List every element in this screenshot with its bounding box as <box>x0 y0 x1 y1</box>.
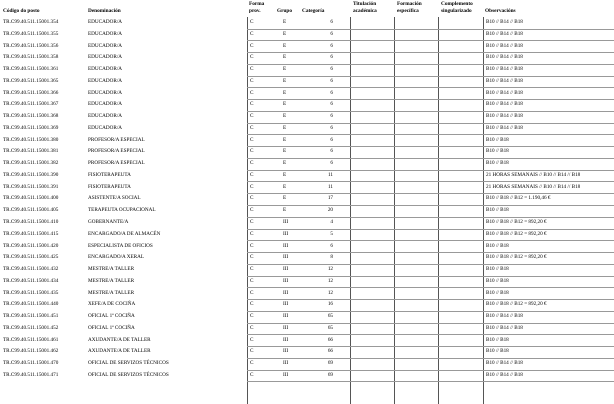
cell-grupo: E <box>283 54 287 61</box>
cell-forma: C <box>250 313 254 320</box>
table-row <box>0 193 614 205</box>
cell-forma: C <box>250 19 254 25</box>
table-row <box>0 370 614 382</box>
cell-denominacion: AXUDANTE/A DE TALLER <box>88 336 151 343</box>
cell-forma: C <box>250 42 254 49</box>
cell-forma: C <box>250 348 254 355</box>
table-row <box>0 323 614 335</box>
cell-denominacion: EDUCADOR/A <box>88 30 123 37</box>
cell-forma: C <box>250 124 254 131</box>
cell-denominacion: EDUCADOR/A <box>88 77 123 84</box>
cell-codigo: TR.C99.40.511.15001.470 <box>3 360 59 367</box>
cell-denominacion: MESTRE/A TALLER <box>88 277 135 284</box>
cell-grupo: III <box>283 301 289 308</box>
cell-observacions: B10 // B14 // B18 <box>486 360 523 367</box>
cell-denominacion: EDUCADOR/A <box>88 113 123 120</box>
header-forma-line2: prov. <box>249 8 261 14</box>
cell-denominacion: FISIOTERAPEUTA <box>88 171 131 178</box>
cell-grupo: III <box>283 289 289 296</box>
table-row <box>0 229 614 241</box>
cell-categoria: 16 <box>327 301 333 308</box>
cell-codigo: TR.C99.40.511.15001.381 <box>3 148 59 155</box>
cell-codigo: TR.C99.40.511.15001.410 <box>3 219 59 226</box>
cell-forma: C <box>250 113 254 120</box>
cell-grupo: III <box>283 266 289 273</box>
header-denominacion: Denominación <box>88 8 121 14</box>
cell-denominacion: EDUCADOR/A <box>88 54 123 61</box>
cell-grupo: III <box>283 277 289 284</box>
cell-codigo: TR.C99.40.511.15001.355 <box>3 30 59 37</box>
cell-forma: C <box>250 207 254 214</box>
cell-denominacion: EDUCADOR/A <box>88 124 123 131</box>
cell-codigo: TR.C99.40.511.15001.369 <box>3 124 59 131</box>
cell-denominacion: EDUCADOR/A <box>88 66 123 73</box>
cell-forma: C <box>250 77 254 84</box>
cell-observacions: B10 // B14 // B18 <box>486 77 523 84</box>
cell-categoria: 6 <box>330 160 333 167</box>
cell-codigo: TR.C99.40.511.15001.366 <box>3 89 59 96</box>
header-complemento-line1: Complemento <box>441 1 473 7</box>
table-row <box>0 158 614 170</box>
cell-categoria: 6 <box>330 66 333 73</box>
cell-forma: C <box>250 242 254 249</box>
cell-categoria: 6 <box>330 42 333 49</box>
cell-forma: C <box>250 136 254 143</box>
cell-grupo: III <box>283 219 289 226</box>
table-row <box>0 146 614 158</box>
cell-categoria: 8 <box>330 254 333 261</box>
cell-codigo: TR.C99.40.511.15001.365 <box>3 77 59 84</box>
cell-codigo: TR.C99.40.511.15001.435 <box>3 289 59 296</box>
cell-categoria: 12 <box>327 277 333 284</box>
cell-codigo: TR.C99.40.511.15001.361 <box>3 66 59 73</box>
cell-categoria: 11 <box>328 171 333 178</box>
cell-categoria: 6 <box>330 124 333 131</box>
cell-observacions: B10 // B18 // B12 = 892,20 € <box>486 230 547 237</box>
cell-categoria: 17 <box>327 195 333 202</box>
cell-grupo: III <box>283 371 289 378</box>
cell-codigo: TR.C99.40.511.15001.461 <box>3 336 59 343</box>
cell-codigo: TR.C99.40.511.15001.391 <box>3 183 59 190</box>
cell-observacions: B10 // B14 // B18 <box>486 324 523 331</box>
cell-grupo: E <box>283 124 287 131</box>
cell-forma: C <box>250 89 254 96</box>
cell-denominacion: ESPECIALISTA DE OFICIOS <box>88 242 153 249</box>
cell-forma: C <box>250 289 254 296</box>
cell-categoria: 6 <box>330 30 333 37</box>
table-body <box>0 17 614 382</box>
table-row <box>0 205 614 217</box>
cell-grupo: E <box>283 207 287 214</box>
cell-codigo: TR.C99.40.511.15001.471 <box>3 371 59 378</box>
table-row <box>0 311 614 323</box>
cell-grupo: III <box>283 254 289 261</box>
cell-categoria: 6 <box>330 113 333 120</box>
cell-grupo: III <box>283 242 289 249</box>
cell-forma: C <box>250 277 254 284</box>
cell-forma: C <box>250 183 254 190</box>
cell-categoria: 6 <box>330 77 333 84</box>
cell-forma: C <box>250 171 254 178</box>
cell-codigo: TR.C99.40.511.15001.432 <box>3 266 59 273</box>
cell-observacions: B10 // B14 // B18 <box>486 101 523 108</box>
cell-denominacion: XEFE/A DE COCIÑA <box>88 301 136 308</box>
cell-denominacion: PROFESOR/A ESPECIAL <box>88 148 145 155</box>
cell-codigo: TR.C99.40.511.15001.405 <box>3 207 59 214</box>
table-row <box>0 241 614 253</box>
cell-grupo: E <box>283 183 287 190</box>
cell-codigo: TR.C99.40.511.15001.452 <box>3 324 59 331</box>
cell-grupo: E <box>283 30 287 37</box>
table-row <box>0 76 614 88</box>
cell-grupo: III <box>283 348 289 355</box>
cell-observacions: B10 // B18 // B12 = 892,20 € <box>486 254 547 261</box>
cell-codigo: TR.C99.40.511.15001.356 <box>3 42 59 49</box>
cell-observacions: B10 // B18 // B12 = 892,20 € <box>486 301 547 308</box>
cell-denominacion: TERAPEUTA OCUPACIONAL <box>88 207 156 214</box>
cell-categoria: 6 <box>330 101 333 108</box>
cell-observacions: B10 // B14 // B18 <box>486 313 523 320</box>
cell-codigo: TR.C99.40.511.15001.367 <box>3 101 59 108</box>
cell-grupo: E <box>283 77 287 84</box>
cell-codigo: TR.C99.40.511.15001.420 <box>3 242 59 249</box>
row-rule <box>247 381 614 382</box>
cell-forma: C <box>250 254 254 261</box>
header-titulacion-line1: Titulación <box>353 1 377 7</box>
cell-grupo: III <box>283 230 289 237</box>
cell-observacions: B10 // B18 <box>486 242 509 249</box>
cell-forma: C <box>250 230 254 237</box>
cell-denominacion: MESTRE/A TALLER <box>88 289 135 296</box>
cell-grupo: E <box>283 136 287 143</box>
table-row <box>0 346 614 358</box>
cell-grupo: E <box>283 101 287 108</box>
cell-observacions: 21 HORAS SEMANAIS // B10 // B14 // B18 <box>486 183 581 190</box>
cell-grupo: E <box>283 42 287 49</box>
cell-grupo: E <box>283 171 287 178</box>
header-codigo: Código do posto <box>3 8 40 14</box>
header-titulacion-line2: académica <box>353 8 377 14</box>
cell-observacions: B10 // B18 // B12 = 1.190,46 € <box>486 195 551 202</box>
table-row <box>0 276 614 288</box>
cell-observacions: B10 // B14 // B18 <box>486 54 523 61</box>
cell-categoria: 6 <box>330 242 333 249</box>
cell-forma: C <box>250 30 254 37</box>
cell-grupo: III <box>283 324 289 331</box>
cell-categoria: 66 <box>327 336 333 343</box>
cell-codigo: TR.C99.40.511.15001.440 <box>3 301 59 308</box>
cell-forma: C <box>250 336 254 343</box>
cell-codigo: TR.C99.40.511.15001.415 <box>3 230 59 237</box>
cell-categoria: 4 <box>330 219 333 226</box>
header-observacions: Observacións <box>485 8 516 14</box>
table-row <box>0 123 614 135</box>
cell-denominacion: MESTRE/A TALLER <box>88 266 135 273</box>
table-header <box>0 0 614 17</box>
cell-categoria: 12 <box>327 289 333 296</box>
table-row <box>0 182 614 194</box>
cell-codigo: TR.C99.40.511.15001.390 <box>3 171 59 178</box>
cell-codigo: TR.C99.40.511.15001.451 <box>3 313 59 320</box>
table-row <box>0 17 614 29</box>
cell-denominacion: FISIOTERAPEUTA <box>88 183 131 190</box>
cell-codigo: TR.C99.40.511.15001.462 <box>3 348 59 355</box>
cell-categoria: 66 <box>327 348 333 355</box>
table-row <box>0 252 614 264</box>
table-row <box>0 335 614 347</box>
cell-observacions: B10 // B18 // B12 = 892,20 € <box>486 219 547 226</box>
cell-denominacion: EDUCADOR/A <box>88 42 123 49</box>
cell-observacions: B10 // B18 <box>486 136 509 143</box>
cell-forma: C <box>250 54 254 61</box>
table-row <box>0 52 614 64</box>
cell-denominacion: AXUDANTE/A DE TALLER <box>88 348 151 355</box>
cell-grupo: III <box>283 313 289 320</box>
cell-forma: C <box>250 219 254 226</box>
header-forma-line1: Forma <box>249 1 265 7</box>
cell-observacions: B10 // B14 // B18 <box>486 42 523 49</box>
cell-denominacion: PROFESOR/A ESPECIAL <box>88 136 145 143</box>
cell-observacions: B10 // B18 <box>486 336 509 343</box>
cell-grupo: E <box>283 89 287 96</box>
cell-categoria: 69 <box>327 360 333 367</box>
cell-codigo: TR.C99.40.511.15001.382 <box>3 160 59 167</box>
table-row <box>0 170 614 182</box>
table-row <box>0 88 614 100</box>
table-row <box>0 111 614 123</box>
cell-denominacion: EDUCADOR/A <box>88 101 123 108</box>
cell-codigo: TR.C99.40.511.15001.358 <box>3 54 59 61</box>
cell-observacions: B10 // B14 // B18 <box>486 66 523 73</box>
cell-categoria: 65 <box>327 313 333 320</box>
cell-grupo: E <box>283 113 287 120</box>
table-row <box>0 99 614 111</box>
cell-grupo: E <box>283 148 287 155</box>
cell-categoria: 11 <box>328 183 333 190</box>
cell-observacions: B10 // B18 <box>486 207 509 214</box>
cell-forma: C <box>250 371 254 378</box>
cell-categoria: 6 <box>330 54 333 61</box>
cell-denominacion: OFICIAL 1ª COCIÑA <box>88 313 135 320</box>
table-row <box>0 29 614 41</box>
table-row <box>0 135 614 147</box>
cell-denominacion: PROFESOR/A ESPECIAL <box>88 160 145 167</box>
cell-codigo: TR.C99.40.511.15001.400 <box>3 195 59 202</box>
header-formacion-line2: específica <box>397 8 419 14</box>
cell-forma: C <box>250 160 254 167</box>
cell-codigo: TR.C99.40.511.15001.380 <box>3 136 59 143</box>
cell-categoria: 65 <box>327 324 333 331</box>
cell-denominacion: EDUCADOR/A <box>88 19 123 25</box>
cell-categoria: 6 <box>330 136 333 143</box>
cell-categoria: 20 <box>327 207 333 214</box>
cell-forma: C <box>250 266 254 273</box>
table-row <box>0 288 614 300</box>
cell-grupo: III <box>283 360 289 367</box>
cell-observacions: 21 HORAS SEMANAIS // B10 // B14 // B18 <box>486 171 581 178</box>
cell-denominacion: OFICIAL DE SERVIZOS TÉCNICOS <box>88 371 169 378</box>
header-categoria: Categoría <box>302 8 325 14</box>
table-row <box>0 217 614 229</box>
cell-denominacion: ASISTENTE/A SOCIAL <box>88 195 141 202</box>
cell-codigo: TR.C99.40.511.15001.368 <box>3 113 59 120</box>
cell-denominacion: GOBERNANTE/A <box>88 219 129 226</box>
cell-observacions: B10 // B18 <box>486 160 509 167</box>
cell-categoria: 12 <box>327 266 333 273</box>
cell-grupo: E <box>283 66 287 73</box>
table-row <box>0 41 614 53</box>
table-row <box>0 264 614 276</box>
cell-observacions: B10 // B14 // B18 <box>486 371 523 378</box>
cell-codigo: TR.C99.40.511.15001.434 <box>3 277 59 284</box>
cell-observacions: B10 // B14 // B18 <box>486 30 523 37</box>
header-formacion-line1: Formación <box>397 1 422 7</box>
cell-grupo: III <box>283 336 289 343</box>
cell-denominacion: ENCARGADO/A XERAL <box>88 254 145 261</box>
cell-codigo: TR.C99.40.511.15001.425 <box>3 254 59 261</box>
cell-denominacion: EDUCADOR/A <box>88 89 123 96</box>
cell-forma: C <box>250 148 254 155</box>
cell-observacions: B10 // B14 // B18 <box>486 89 523 96</box>
cell-observacions: B10 // B18 <box>486 266 509 273</box>
cell-categoria: 6 <box>330 148 333 155</box>
cell-observacions: B10 // B18 <box>486 289 509 296</box>
cell-grupo: E <box>283 160 287 167</box>
cell-observacions: B10 // B18 <box>486 148 509 155</box>
cell-forma: C <box>250 195 254 202</box>
cell-denominacion: ENCARGADO/A DE ALMACÉN <box>88 230 161 237</box>
cell-grupo: E <box>283 19 287 25</box>
cell-observacions: B10 // B18 <box>486 277 509 284</box>
cell-observacions: B10 // B14 // B18 <box>486 124 523 131</box>
table-row <box>0 299 614 311</box>
cell-observacions: B10 // B14 // B18 <box>486 19 523 25</box>
cell-grupo: E <box>283 195 287 202</box>
cell-categoria: 6 <box>330 89 333 96</box>
header-grupo: Grupo <box>277 8 293 14</box>
cell-observacions: B10 // B18 <box>486 348 509 355</box>
cell-denominacion: OFICIAL DE SERVIZOS TÉCNICOS <box>88 360 169 367</box>
cell-forma: C <box>250 324 254 331</box>
cell-codigo: TR.C99.40.511.15001.354 <box>3 19 59 25</box>
header-complemento-line2: singularizado <box>441 8 472 14</box>
table-row <box>0 64 614 76</box>
cell-forma: C <box>250 101 254 108</box>
cell-observacions: B10 // B14 // B18 <box>486 113 523 120</box>
cell-categoria: 5 <box>330 230 333 237</box>
cell-forma: C <box>250 360 254 367</box>
cell-forma: C <box>250 301 254 308</box>
table-row <box>0 358 614 370</box>
cell-categoria: 69 <box>327 371 333 378</box>
cell-denominacion: OFICIAL 1ª COCIÑA <box>88 324 135 331</box>
cell-forma: C <box>250 66 254 73</box>
cell-categoria: 6 <box>330 19 333 25</box>
